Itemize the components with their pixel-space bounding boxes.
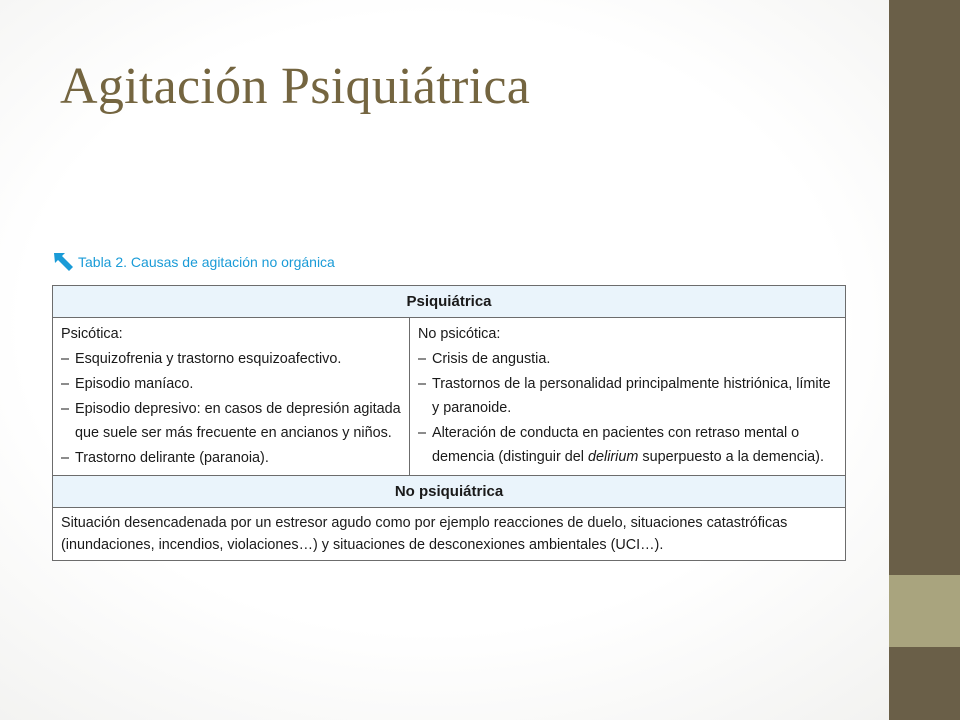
list-item [418, 347, 837, 371]
slide-title: Agitación Psiquiátrica [60, 58, 531, 115]
list-item-text: Trastorno delirante (paranoia). [75, 450, 269, 466]
list-item [61, 347, 401, 371]
list-item [61, 446, 401, 470]
header-no-psiquiatrica: No psiquiátrica [53, 476, 845, 508]
list-item [61, 372, 401, 396]
no-psiquiatrica-cell: Situación desencadenada por un estresor agudo como por ejemplo reacciones de duelo, situaciones catastróficas (inundaciones, incendios, violaciones…) y situaciones de desconexiones ambientales (UCI…). [61, 515, 788, 553]
dash-marker: – [418, 376, 427, 392]
list-item-text: Trastornos de la personalidad principalmente histriónica, límite y paranoide. [432, 376, 831, 416]
list-item [61, 397, 401, 445]
dash-marker: – [418, 351, 427, 367]
psiquiatrica-row [53, 318, 845, 476]
item-text-pre: Alteración de conducta en pacientes con retraso mental o demencia (distinguir del [432, 425, 800, 465]
list-item-text: Episodio depresivo: en casos de depresión agitada que suele ser más frecuente en ancianos y niños. [75, 401, 401, 441]
dash-marker: – [61, 351, 70, 367]
dash-marker: – [61, 450, 70, 466]
item-text-post: superpuesto a la demencia). [638, 449, 824, 465]
list-item-text: Esquizofrenia y trastorno esquizoafectivo. [75, 351, 342, 367]
no-psicotica-cell [410, 318, 845, 475]
causes-table [52, 285, 846, 561]
no-psicotica-label: No psicótica: [418, 326, 501, 342]
caption-text: Tabla 2. Causas de agitación no orgánica [78, 254, 335, 270]
table-caption [52, 251, 335, 273]
list-item [418, 421, 837, 469]
list-item-text [432, 421, 837, 469]
dash-marker: – [61, 376, 70, 392]
dash-marker: – [61, 401, 70, 417]
list-item-text: Crisis de angustia. [432, 351, 551, 367]
delirium-term: delirium [587, 449, 639, 465]
psicotica-label: Psicótica: [61, 326, 123, 342]
sidebar-accent-block [889, 575, 960, 647]
dash-marker: – [418, 425, 427, 441]
psicotica-cell [53, 318, 410, 475]
arrow-pointer-icon [52, 251, 76, 273]
list-item [418, 372, 837, 420]
header-psiquiatrica: Psiquiátrica [53, 286, 845, 318]
list-item-text: Episodio maníaco. [75, 376, 194, 392]
